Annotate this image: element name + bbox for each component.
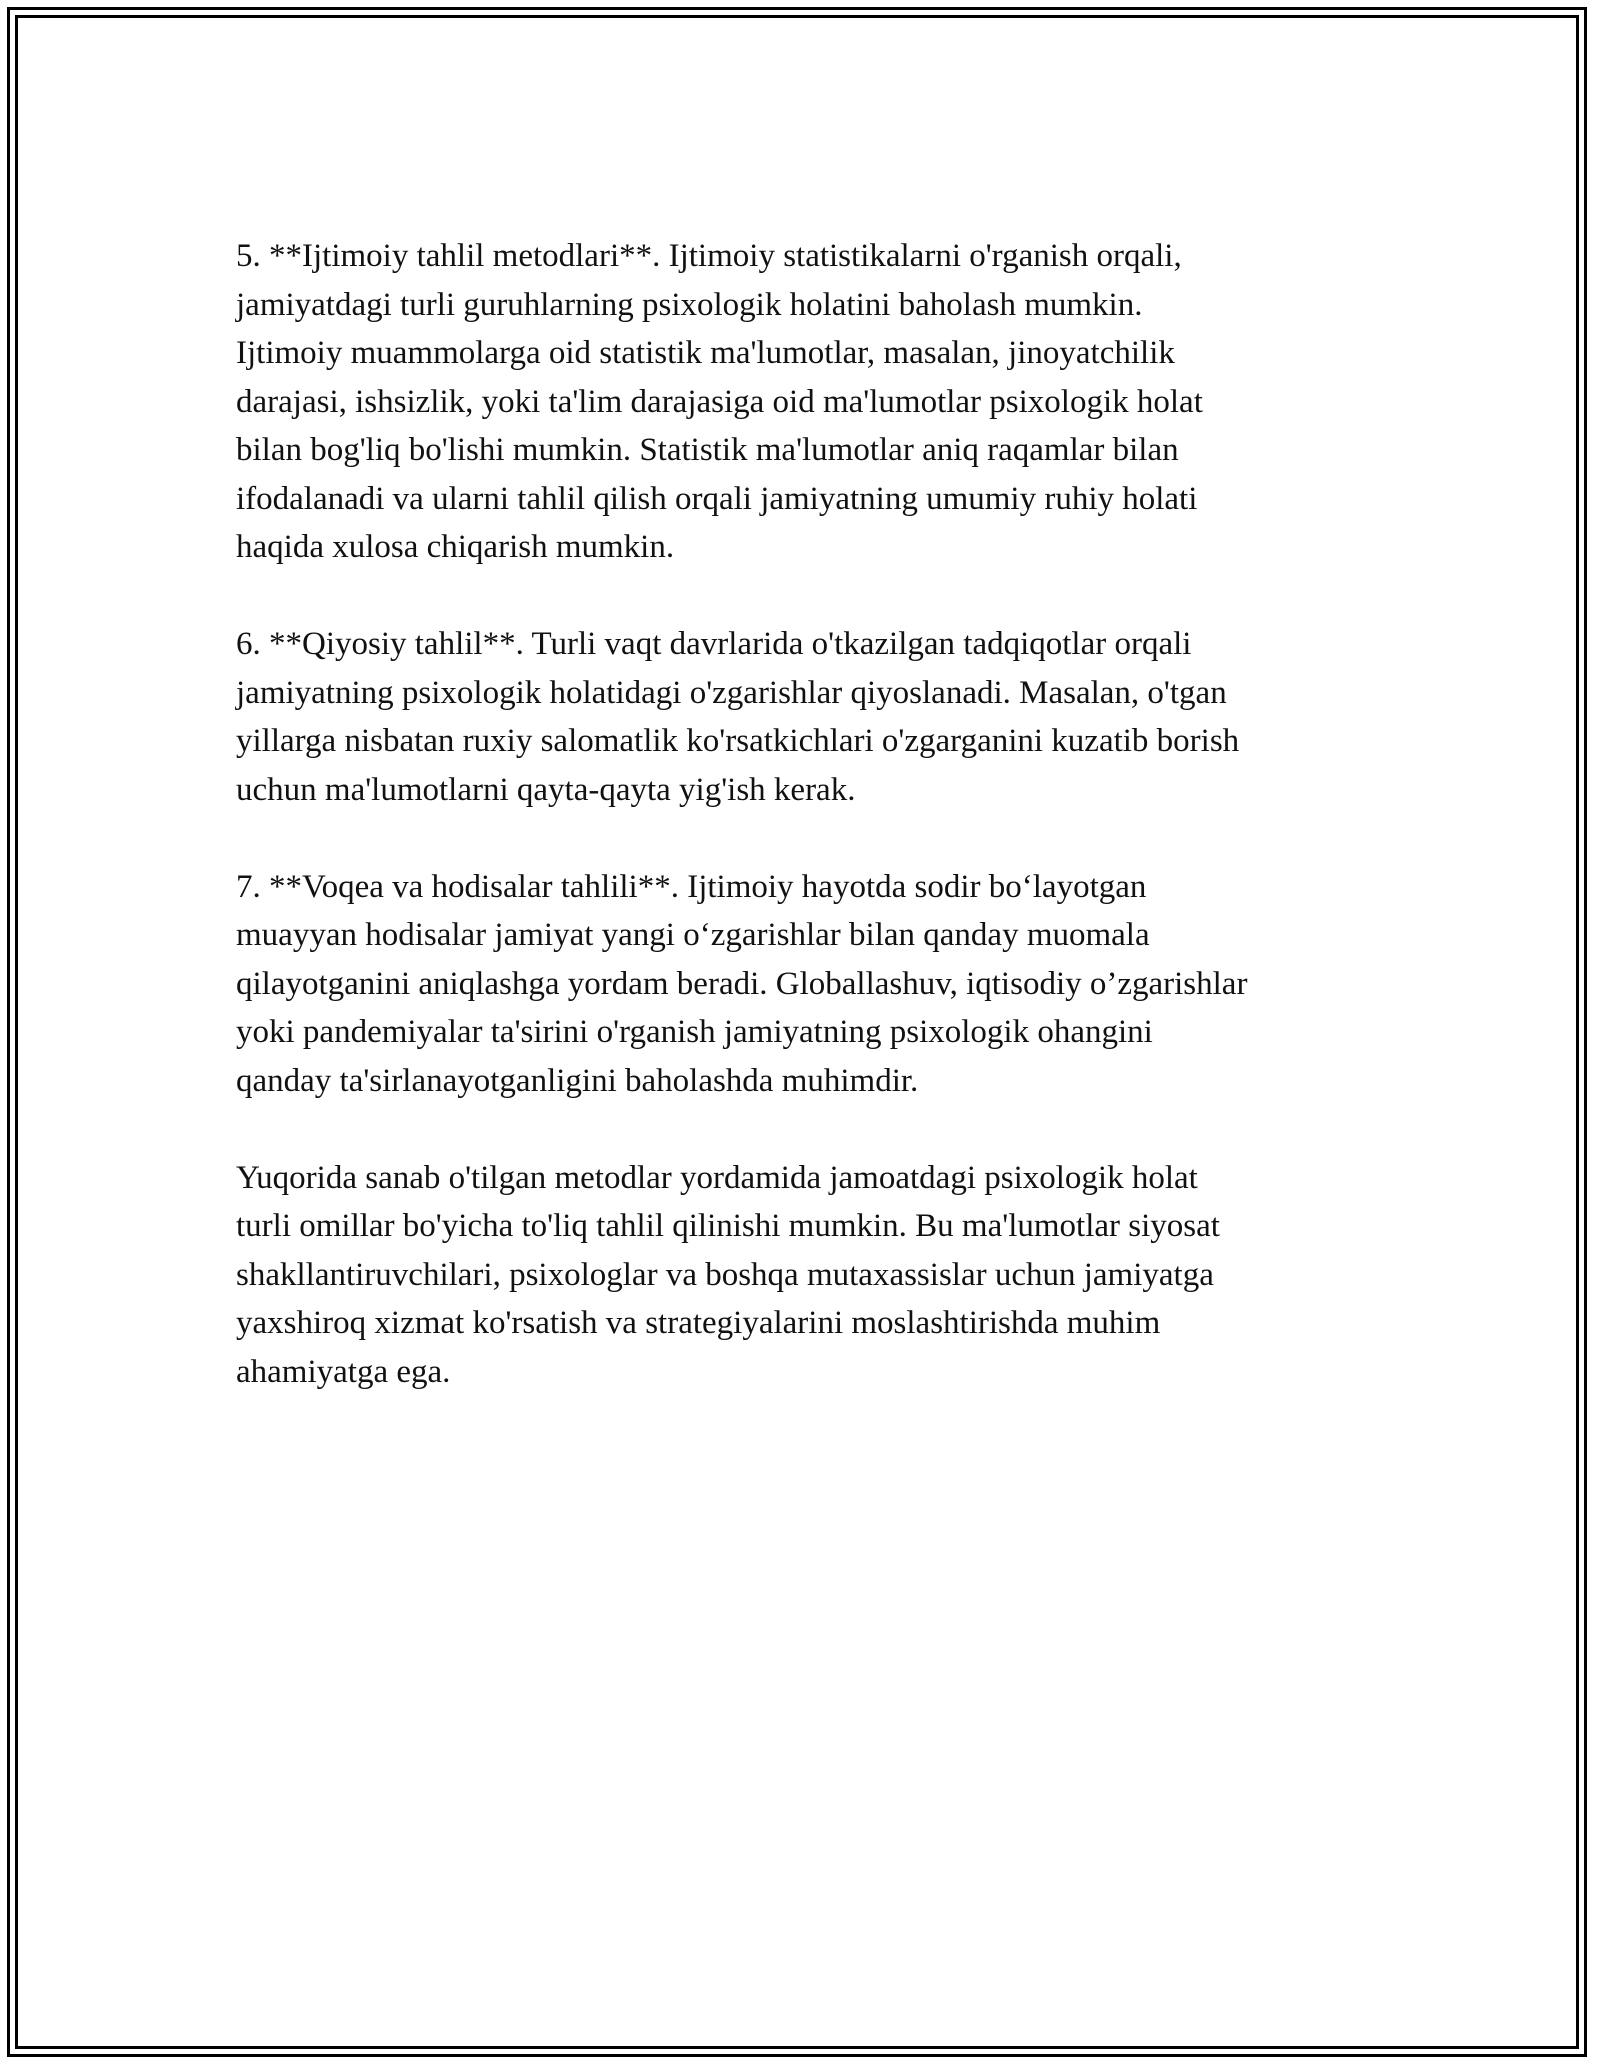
paragraph-conclusion: Yuqorida sanab o'tilgan metodlar yordamida jamoatdagi psixologik holat turli omillar bo'yicha to'liq tahlil qilinishi mumkin. Bu ma'lumotlar siyosat shakllantiruvchilari, psixologlar va boshqa mutaxassislar uchun jamiyatga yaxshiroq xizmat ko'rsatish va strategiyalarini moslashtirishda muhim ahamiyatga ega. [236, 1159, 1220, 1390]
document-body [236, 232, 1376, 1445]
paragraph-comparative-analysis: 6. **Qiyosiy tahlil**. Turli vaqt davrlarida o'tkazilgan tadqiqotlar orqali jamiyatning psixologik holatidagi o'zgarishlar qiyoslanadi. Masalan, o'tgan yillarga nisbatan ruxiy salomatlik ko'rsatkichlari o'zgarganini kuzatib borish uchun ma'lumotlarni qayta-qayta yig'ish kerak. [236, 626, 1240, 808]
paragraph-event-analysis: 7. **Voqea va hodisalar tahlili**. Ijtimoiy hayotda sodir bo‘layotgan muayyan hodisalar jamiyat yangi o‘zgarishlar bilan qanday muomala qilayotganini aniqlashga yordam beradi. Globallashuv, iqtisodiy o’zgarishlar yoki pandemiyalar ta'sirini o'rganish jamiyatning psixologik ohangini qanday ta'sirlanayotganligini baholashda muhimdir. [236, 868, 1248, 1099]
paragraph-social-analysis-methods: 5. **Ijtimoiy tahlil metodlari**. Ijtimoiy statistikalarni o'rganish orqali, jamiyatdagi turli guruhlarning psixologik holatini baholash mumkin. Ijtimoiy muammolarga oid statistik ma'lumotlar, masalan, jinoyatchilik darajasi, ishsizlik, yoki ta'lim darajasiga oid ma'lumotlar psixologik holat bilan bog'liq bo'lishi mumkin. Statistik ma'lumotlar aniq raqamlar bilan ifodalanadi va ularni tahlil qilish orqali jamiyatning umumiy ruhiy holati haqida xulosa chiqarish mumkin. [236, 238, 1203, 565]
